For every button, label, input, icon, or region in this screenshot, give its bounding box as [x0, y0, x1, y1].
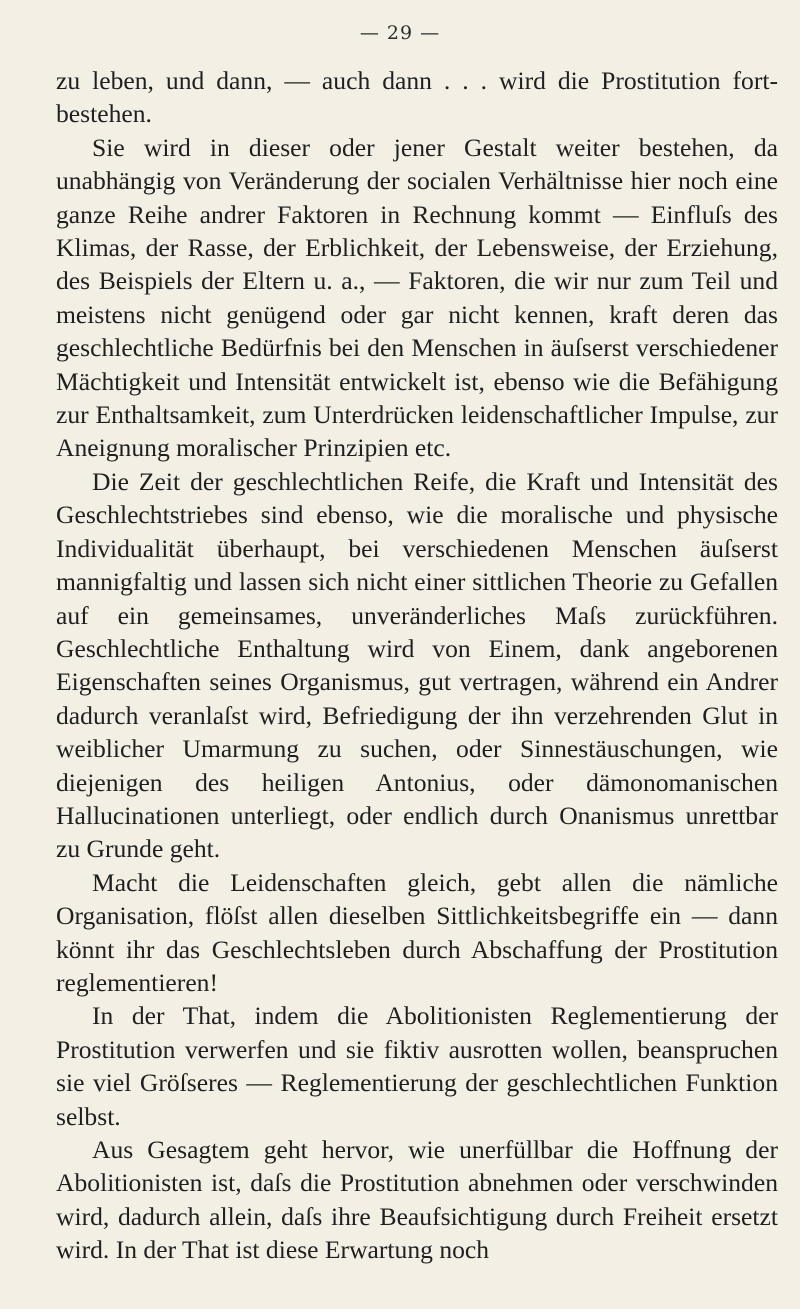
paragraph: Macht die Leidenschaften gleich, gebt allen die nämliche Organisation, flöſst allen dieselben Sittlichkeitsbegriffe ein — dann könnt ihr das Geschlechtsleben durch Abschaffung der Prostitution reglementieren! [56, 867, 778, 997]
paragraph: zu leben, und dann, — auch dann . . . wird die Prostitution fort-bestehen. [56, 66, 778, 129]
paragraph: Die Zeit der geschlechtlichen Reife, die Kraft und Intensität des Geschlechtstriebes sind ebenso, wie die moralische und physische Individualität überhaupt, bei verschiedenen Menschen äuſserst mannigfaltig und lassen sich nicht einer sittlichen Theorie zu Gefallen auf ein gemeinsames, unveränderliches Maſs zurückführen. Geschlechtliche Enthaltung wird von Einem, dank angeborenen Eigenschaften seines Organismus, gut vertragen, während ein Andrer dadurch veranlaſst wird, Befriedigung der ihn verzehrenden Glut in weiblicher Umarmung zu suchen, oder Sinnestäuschungen, wie diejenigen des heiligen Antonius, oder dämonomanischen Hallucinationen unterliegt, oder endlich durch Onanismus unrettbar zu Grunde geht. [56, 466, 778, 864]
paragraph: Aus Gesagtem geht hervor, wie unerfüllbar die Hoffnung der Abolitionisten ist, daſs die Prostitution abnehmen oder verschwinden wird, dadurch allein, daſs ihre Beaufsichtigung durch Freiheit ersetzt wird. In der That ist diese Erwartung noch [56, 1135, 778, 1265]
page-number: — 29 — [359, 22, 441, 44]
paragraph: In der That, indem die Abolitionisten Reglementierung der Prostitution verwerfen und sie fiktiv ausrotten wollen, beanspruchen sie viel Gröſseres — Reglementierung der geschlechtlichen Funktion selbst. [56, 1001, 778, 1131]
body-text [56, 64, 778, 1267]
paragraph: Sie wird in dieser oder jener Gestalt weiter bestehen, da unabhängig von Veränderung der socialen Verhältnisse hier noch eine ganze Reihe andrer Faktoren in Rechnung kommt — Einfluſs des Klimas, der Rasse, der Erblichkeit, der Lebensweise, der Erziehung, des Beispiels der Eltern u. a., — Faktoren, die wir nur zum Teil und meistens nicht genügend oder gar nicht kennen, kraft deren das geschlechtliche Bedürfnis bei den Menschen in äuſserst verschiedener Mächtigkeit und Intensität entwickelt ist, ebenso wie die Befähigung zur Enthaltsamkeit, zum Unterdrücken leidenschaftlicher Impulse, zur Aneignung moralischer Prinzipien etc. [56, 132, 778, 463]
